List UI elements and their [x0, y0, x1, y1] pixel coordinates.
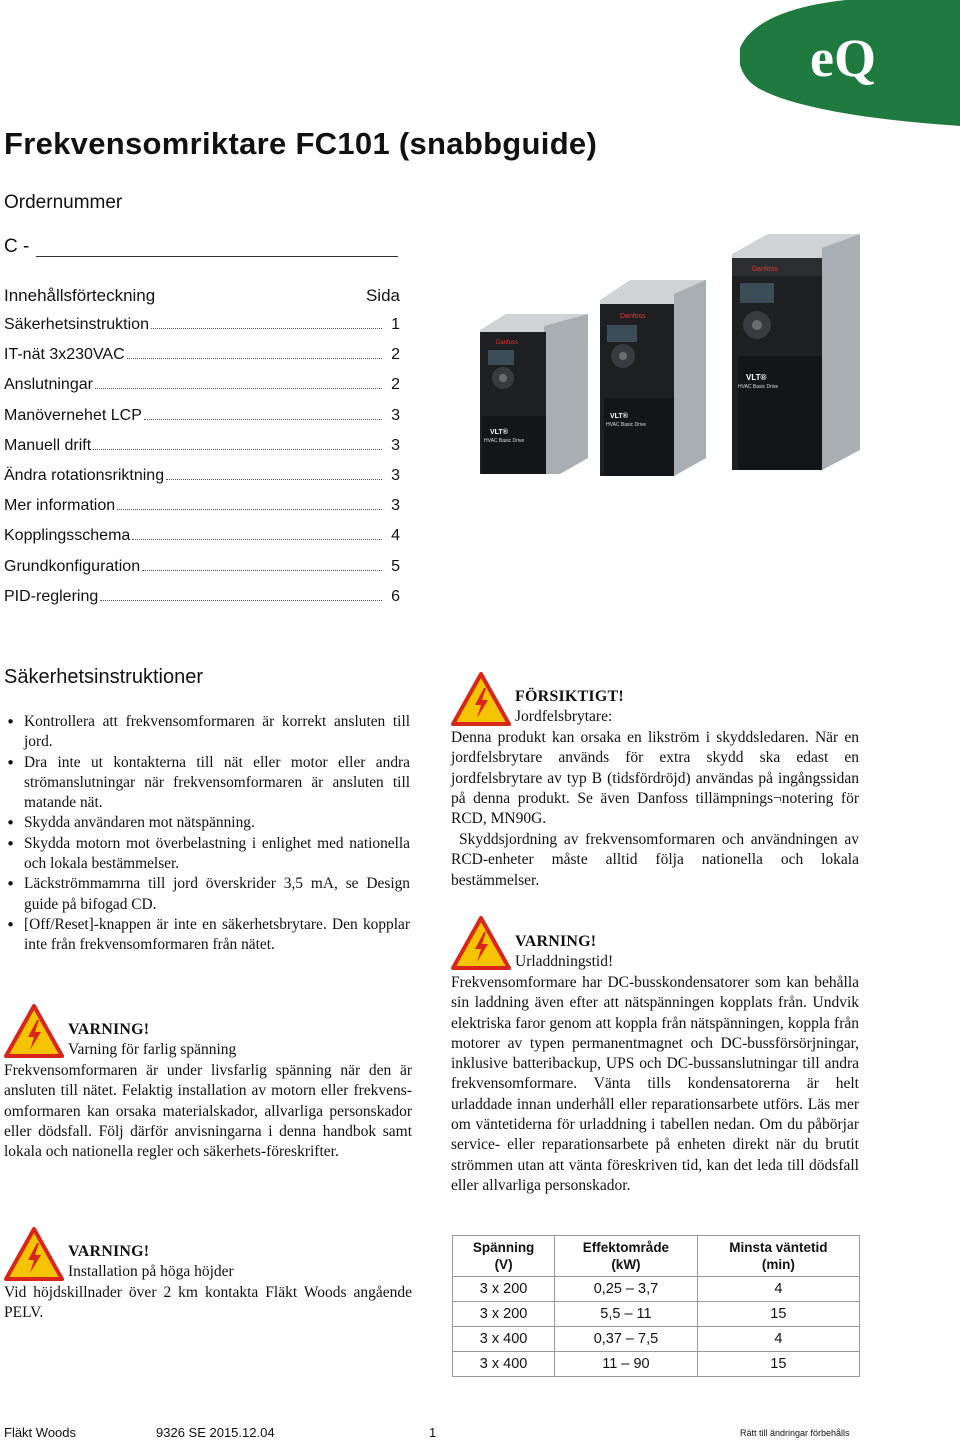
toc-item-page: 3 — [391, 497, 400, 515]
warning-title: VARNING! — [515, 933, 597, 950]
warning-subtitle: Urladdningstid! — [515, 953, 614, 970]
toc-item — [4, 467, 400, 497]
svg-text:HVAC Basic Drive: HVAC Basic Drive — [484, 438, 525, 444]
safety-bullet: • Kontrollera att frekvensomformaren är korrekt ansluten till jord. — [4, 712, 410, 753]
warning-body: Vid höjdskillnader över 2 km kontakta Fläkt Woods angående PELV. — [4, 1284, 412, 1322]
toc-leader-dots — [142, 570, 382, 571]
warning-body: Frekvensomformaren är under livsfarlig spänning när den är ansluten till nätet. Felaktig installation av motorn eller frekvens-omformaren kan orsaka materialskador, allvarliga personskador eller dödsfall. Följ därför anvisningarna i denna handbok samt lokala och nationella regler och säkerhets-föreskrifter. — [4, 1062, 412, 1161]
toc-item — [4, 588, 400, 618]
logo-text: eQ — [810, 28, 876, 88]
toc-item-page: 2 — [391, 376, 400, 394]
drive-unit-small — [480, 314, 588, 474]
warning-title: VARNING! — [68, 1021, 150, 1038]
toc-item-label: Grundkonfiguration — [4, 557, 141, 575]
toc-item — [4, 376, 400, 406]
toc-item — [4, 407, 400, 437]
safety-bullet: • Läckströmmamrna till jord överskrider 3,5 mA, se Design guide på bifogad CD. — [4, 874, 410, 915]
toc-item-page: 3 — [391, 436, 400, 454]
toc-heading: Innehållsförteckning — [4, 286, 156, 305]
toc-item-page: 5 — [391, 557, 400, 575]
footer-rights: Rätt till ändringar förbehålls — [740, 1428, 850, 1438]
toc-leader-dots — [93, 449, 382, 450]
toc-item-label: Ändra rotationsriktning — [4, 466, 165, 484]
warning-subtitle: Varning för farlig spänning — [68, 1041, 237, 1058]
toc-item-label: Manövernehet LCP — [4, 406, 142, 424]
toc-item-label: Mer information — [4, 497, 116, 515]
table-header-cell: Minsta väntetid (min) — [697, 1236, 859, 1277]
svg-text:Danfoss: Danfoss — [620, 313, 646, 320]
toc-item — [4, 558, 400, 588]
caution-rcd — [451, 672, 859, 902]
toc-leader-dots — [127, 358, 382, 359]
toc-item-page: 4 — [391, 527, 400, 545]
toc-item-page: 3 — [391, 406, 400, 424]
table-cell: 3 x 200 — [453, 1302, 555, 1327]
caution-subtitle: Jordfelsbrytare: — [515, 708, 613, 725]
table-cell: 5,5 – 11 — [555, 1302, 698, 1327]
toc-item-page: 3 — [391, 466, 400, 484]
safety-bullet: • Skydda användaren mot nätspänning. — [4, 813, 410, 833]
high-voltage-warning-icon — [451, 672, 511, 726]
svg-text:VLT®: VLT® — [610, 413, 628, 420]
table-cell: 0,25 – 3,7 — [555, 1277, 698, 1302]
safety-bullet-list — [4, 712, 410, 956]
table-of-contents — [4, 286, 400, 618]
toc-item-page: 2 — [391, 346, 400, 364]
toc-header — [4, 286, 400, 316]
warning-voltage — [4, 1004, 412, 1194]
toc-page-heading: Sida — [365, 286, 400, 305]
order-number-blank-line — [36, 256, 398, 257]
safety-bullet: • Skydda motorn mot överbelastning i enlighet med nationella och lokala bestämmelser. — [4, 834, 410, 875]
caution-body: Denna produkt kan orsaka en likström i skyddsledaren. När en jordfelsbrytare används för extra skydd ska edast en jordfelsbrytare av typ B (tidsfördröjd) användas på ingångssidan på denna produkt. Se även Danfoss tillämpnings¬notering för RCD, MN90G. — [451, 729, 859, 828]
warning-discharge — [451, 916, 859, 1216]
toc-item — [4, 316, 400, 346]
toc-item-label: IT-nät 3x230VAC — [4, 346, 125, 364]
toc-item — [4, 437, 400, 467]
high-voltage-warning-icon — [4, 1227, 64, 1281]
table-header-row — [453, 1236, 860, 1277]
table-cell: 3 x 200 — [453, 1277, 555, 1302]
toc-item-label: PID-reglering — [4, 587, 99, 605]
footer-page-number: 1 — [429, 1425, 437, 1440]
table-row — [453, 1352, 860, 1377]
table-row — [453, 1327, 860, 1352]
toc-item-label: Säkerhetsinstruktion — [4, 316, 149, 333]
toc-item — [4, 346, 400, 376]
table-header-cell: Effektområde (kW) — [555, 1236, 698, 1277]
toc-leader-dots — [95, 388, 382, 389]
safety-bullet: • [Off/Reset]-knappen är inte en säkerhetsbrytare. Den kopplar inte från frekvensomformaren från nätet. — [4, 915, 410, 956]
eq-logo — [740, 0, 960, 126]
safety-heading: Säkerhetsinstruktioner — [4, 666, 203, 688]
table-row — [453, 1302, 860, 1327]
toc-item — [4, 527, 400, 557]
safety-bullet: • Dra inte ut kontakterna till nät eller motor eller andra strömanslutningar när frekvensomformaren är ansluten till matande nät. — [4, 753, 410, 814]
document-title: Frekvensomriktare FC101 (snabbguide) — [4, 126, 598, 161]
toc-item-label: Anslutningar — [4, 376, 93, 394]
warning-body: Frekvensomformare har DC-busskondensatorer som kan behålla sin laddning även efter att nätspänningen kopplats från. Undvik elektriska faror genom att koppla från nätspänningen, koppla från motorer av typen permanentmagnet och DC-bussförsörjningar, inklusive batteribackup, UPS och DC-bussanslutningar till andra frekvensomformare. Vänta tills kondensatorerna är helt urladdade innan underhåll eller reparationsarbete utförs. Läs mer om väntetiderna för urladdning i tabellen nedan. Om du påbörjar service- eller reparationsarbete på enheten direkt när du brutit strömmen utan att vänta föreskriven tid, kan det leda till dödsfall eller allvarliga personskador. — [451, 974, 859, 1194]
vlt-drive-units-image — [470, 228, 870, 483]
table-cell: 4 — [697, 1327, 859, 1352]
warning-title: VARNING! — [68, 1243, 150, 1260]
table-cell: 0,37 – 7,5 — [555, 1327, 698, 1352]
table-cell: 15 — [697, 1352, 859, 1377]
warning-altitude — [4, 1227, 412, 1327]
drive-unit-medium — [600, 280, 706, 476]
order-number-label: Ordernummer — [4, 192, 123, 213]
toc-leader-dots — [166, 479, 382, 480]
toc-item-page: 1 — [391, 316, 400, 333]
svg-text:Danfoss: Danfoss — [496, 340, 519, 346]
drive-unit-large — [732, 234, 860, 470]
toc-leader-dots — [151, 328, 382, 329]
table-cell: 11 – 90 — [555, 1352, 698, 1377]
order-number-prefix: C - — [4, 236, 30, 257]
table-header-cell: Spänning (V) — [453, 1236, 555, 1277]
toc-item-label: Kopplingsschema — [4, 527, 131, 545]
table-cell: 3 x 400 — [453, 1352, 555, 1377]
caution-body-2: Skyddsjordning av frekvensomformaren och användningen av RCD-enheter måste alltid följa nationella och lokala bestämmelser. — [451, 831, 859, 889]
toc-item-page: 6 — [391, 587, 400, 605]
footer-company: Fläkt Woods — [4, 1425, 77, 1440]
svg-text:HVAC Basic Drive: HVAC Basic Drive — [738, 384, 779, 390]
high-voltage-warning-icon — [451, 916, 511, 970]
table-cell: 15 — [697, 1302, 859, 1327]
table-row — [453, 1277, 860, 1302]
warning-subtitle: Installation på höga höjder — [68, 1263, 234, 1280]
svg-text:VLT®: VLT® — [746, 373, 767, 382]
toc-leader-dots — [100, 600, 382, 601]
discharge-wait-time-table — [452, 1235, 860, 1377]
footer-doc-id: 9326 SE 2015.12.04 — [156, 1425, 275, 1440]
toc-leader-dots — [144, 419, 382, 420]
toc-item — [4, 497, 400, 527]
high-voltage-warning-icon — [4, 1004, 64, 1058]
svg-text:VLT®: VLT® — [490, 429, 508, 436]
toc-item-label: Manuell drift — [4, 436, 92, 454]
toc-leader-dots — [132, 539, 382, 540]
toc-leader-dots — [117, 509, 382, 510]
table-cell: 4 — [697, 1277, 859, 1302]
svg-text:HVAC Basic Drive: HVAC Basic Drive — [606, 422, 647, 428]
panel-brand: Danfoss — [752, 266, 778, 273]
table-cell: 3 x 400 — [453, 1327, 555, 1352]
caution-title: FÖRSIKTIGT! — [515, 688, 624, 705]
